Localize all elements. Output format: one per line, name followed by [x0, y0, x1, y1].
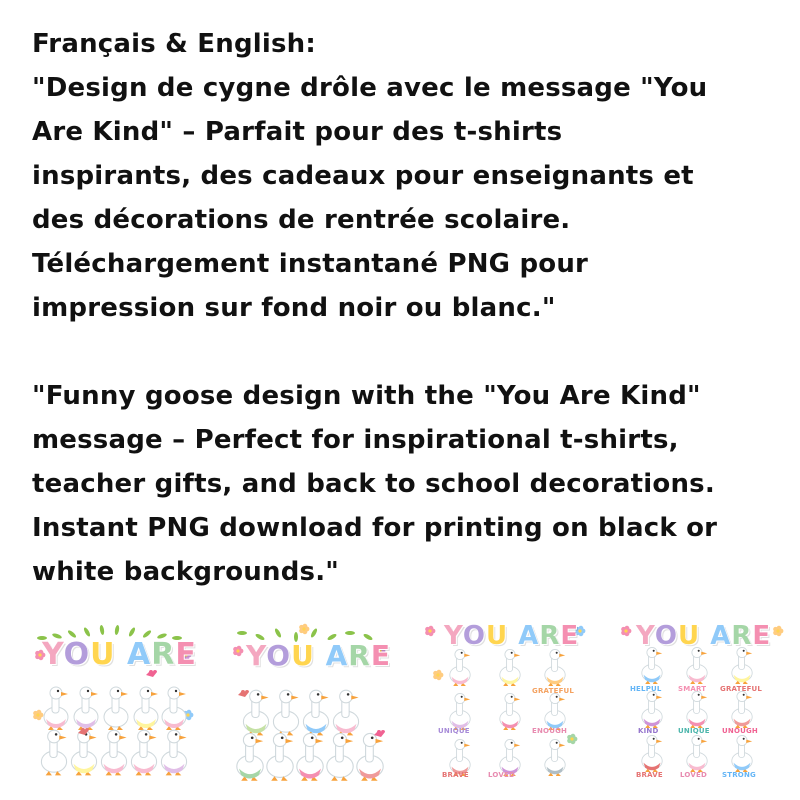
thumbnail-title: YOU ARE [246, 639, 391, 672]
goose-icon [41, 730, 66, 775]
goose-icon [500, 693, 520, 730]
goose-icon [732, 691, 752, 728]
goose-icon [732, 735, 752, 772]
goose-icon [450, 649, 470, 686]
label-grateful: GRATEFUL [720, 685, 763, 693]
goose-icon [243, 690, 268, 735]
goose-icon [74, 687, 98, 730]
goose-icon [642, 691, 662, 728]
label-unough: UNOUGH [722, 727, 758, 735]
goose-icon [500, 649, 520, 686]
thumbnail-row [0, 615, 800, 790]
label-helpul: HELPUL [630, 685, 662, 693]
goose-icon [545, 649, 565, 686]
goose-icon [161, 730, 186, 775]
label-loved: LOVED [680, 771, 707, 779]
thumbnail-2 [224, 615, 394, 790]
thumbnail-4 [616, 615, 786, 790]
goose-icon [237, 733, 263, 780]
goose-icon [104, 687, 128, 730]
english-description: "Funny goose design with the "You Are Kind" message – Perfect for inspirational t-shirts, teacher gifts, and back to school decorations. Instant PNG download for printing on black or white backgrounds." [32, 381, 718, 587]
goose-icon [357, 733, 383, 780]
goose-icon [545, 693, 565, 730]
goose-icon [134, 687, 158, 730]
thumbnail-3 [420, 615, 590, 790]
label-smart: SMART [678, 685, 707, 693]
label-grateful: GRATEFUL [532, 687, 575, 695]
label-brave: BRAVE [636, 771, 663, 779]
goose-icon [273, 690, 298, 735]
label-enough: ENOUGH [532, 727, 568, 735]
label-unique: UNIQUE [678, 727, 710, 735]
thumbnail-title: YOU ARE [444, 621, 580, 651]
goose-icon [297, 733, 323, 780]
goose-icon [71, 730, 96, 775]
label-loved: LOVED [488, 771, 515, 779]
thumbnail-title: YOU ARE [42, 637, 197, 672]
goose-icon [101, 730, 126, 775]
french-description: "Design de cygne drôle avec le message "You Are Kind" – Parfait pour des t-shirts inspirants, des cadeaux pour enseignants et des décorations de rentrée scolaire. Téléchargement instantané PNG pour impression sur fond noir ou blanc." [32, 73, 708, 323]
goose-icon [267, 733, 293, 780]
goose-icon [545, 739, 565, 776]
goose-icon [131, 730, 156, 775]
intro-line: Français & English: [32, 29, 316, 59]
goose-icon [303, 690, 328, 735]
goose-icon [162, 687, 186, 730]
goose-icon [450, 693, 470, 730]
thumbnail-title: YOU ARE [636, 621, 772, 651]
goose-icon [642, 647, 662, 684]
goose-icon [687, 691, 707, 728]
label-strong: STRONG [722, 771, 756, 779]
goose-icon [44, 687, 68, 730]
goose-icon [327, 733, 353, 780]
label-brave: BRAVE [442, 771, 469, 779]
label-kind: KIND [638, 727, 659, 735]
goose-icon [687, 735, 707, 772]
description-text [32, 22, 782, 594]
goose-icon [687, 647, 707, 684]
goose-icon [333, 690, 358, 735]
goose-icon [732, 647, 752, 684]
label-unique: UNIQUE [438, 727, 470, 735]
goose-icon [642, 735, 662, 772]
thumbnail-1 [28, 615, 198, 790]
